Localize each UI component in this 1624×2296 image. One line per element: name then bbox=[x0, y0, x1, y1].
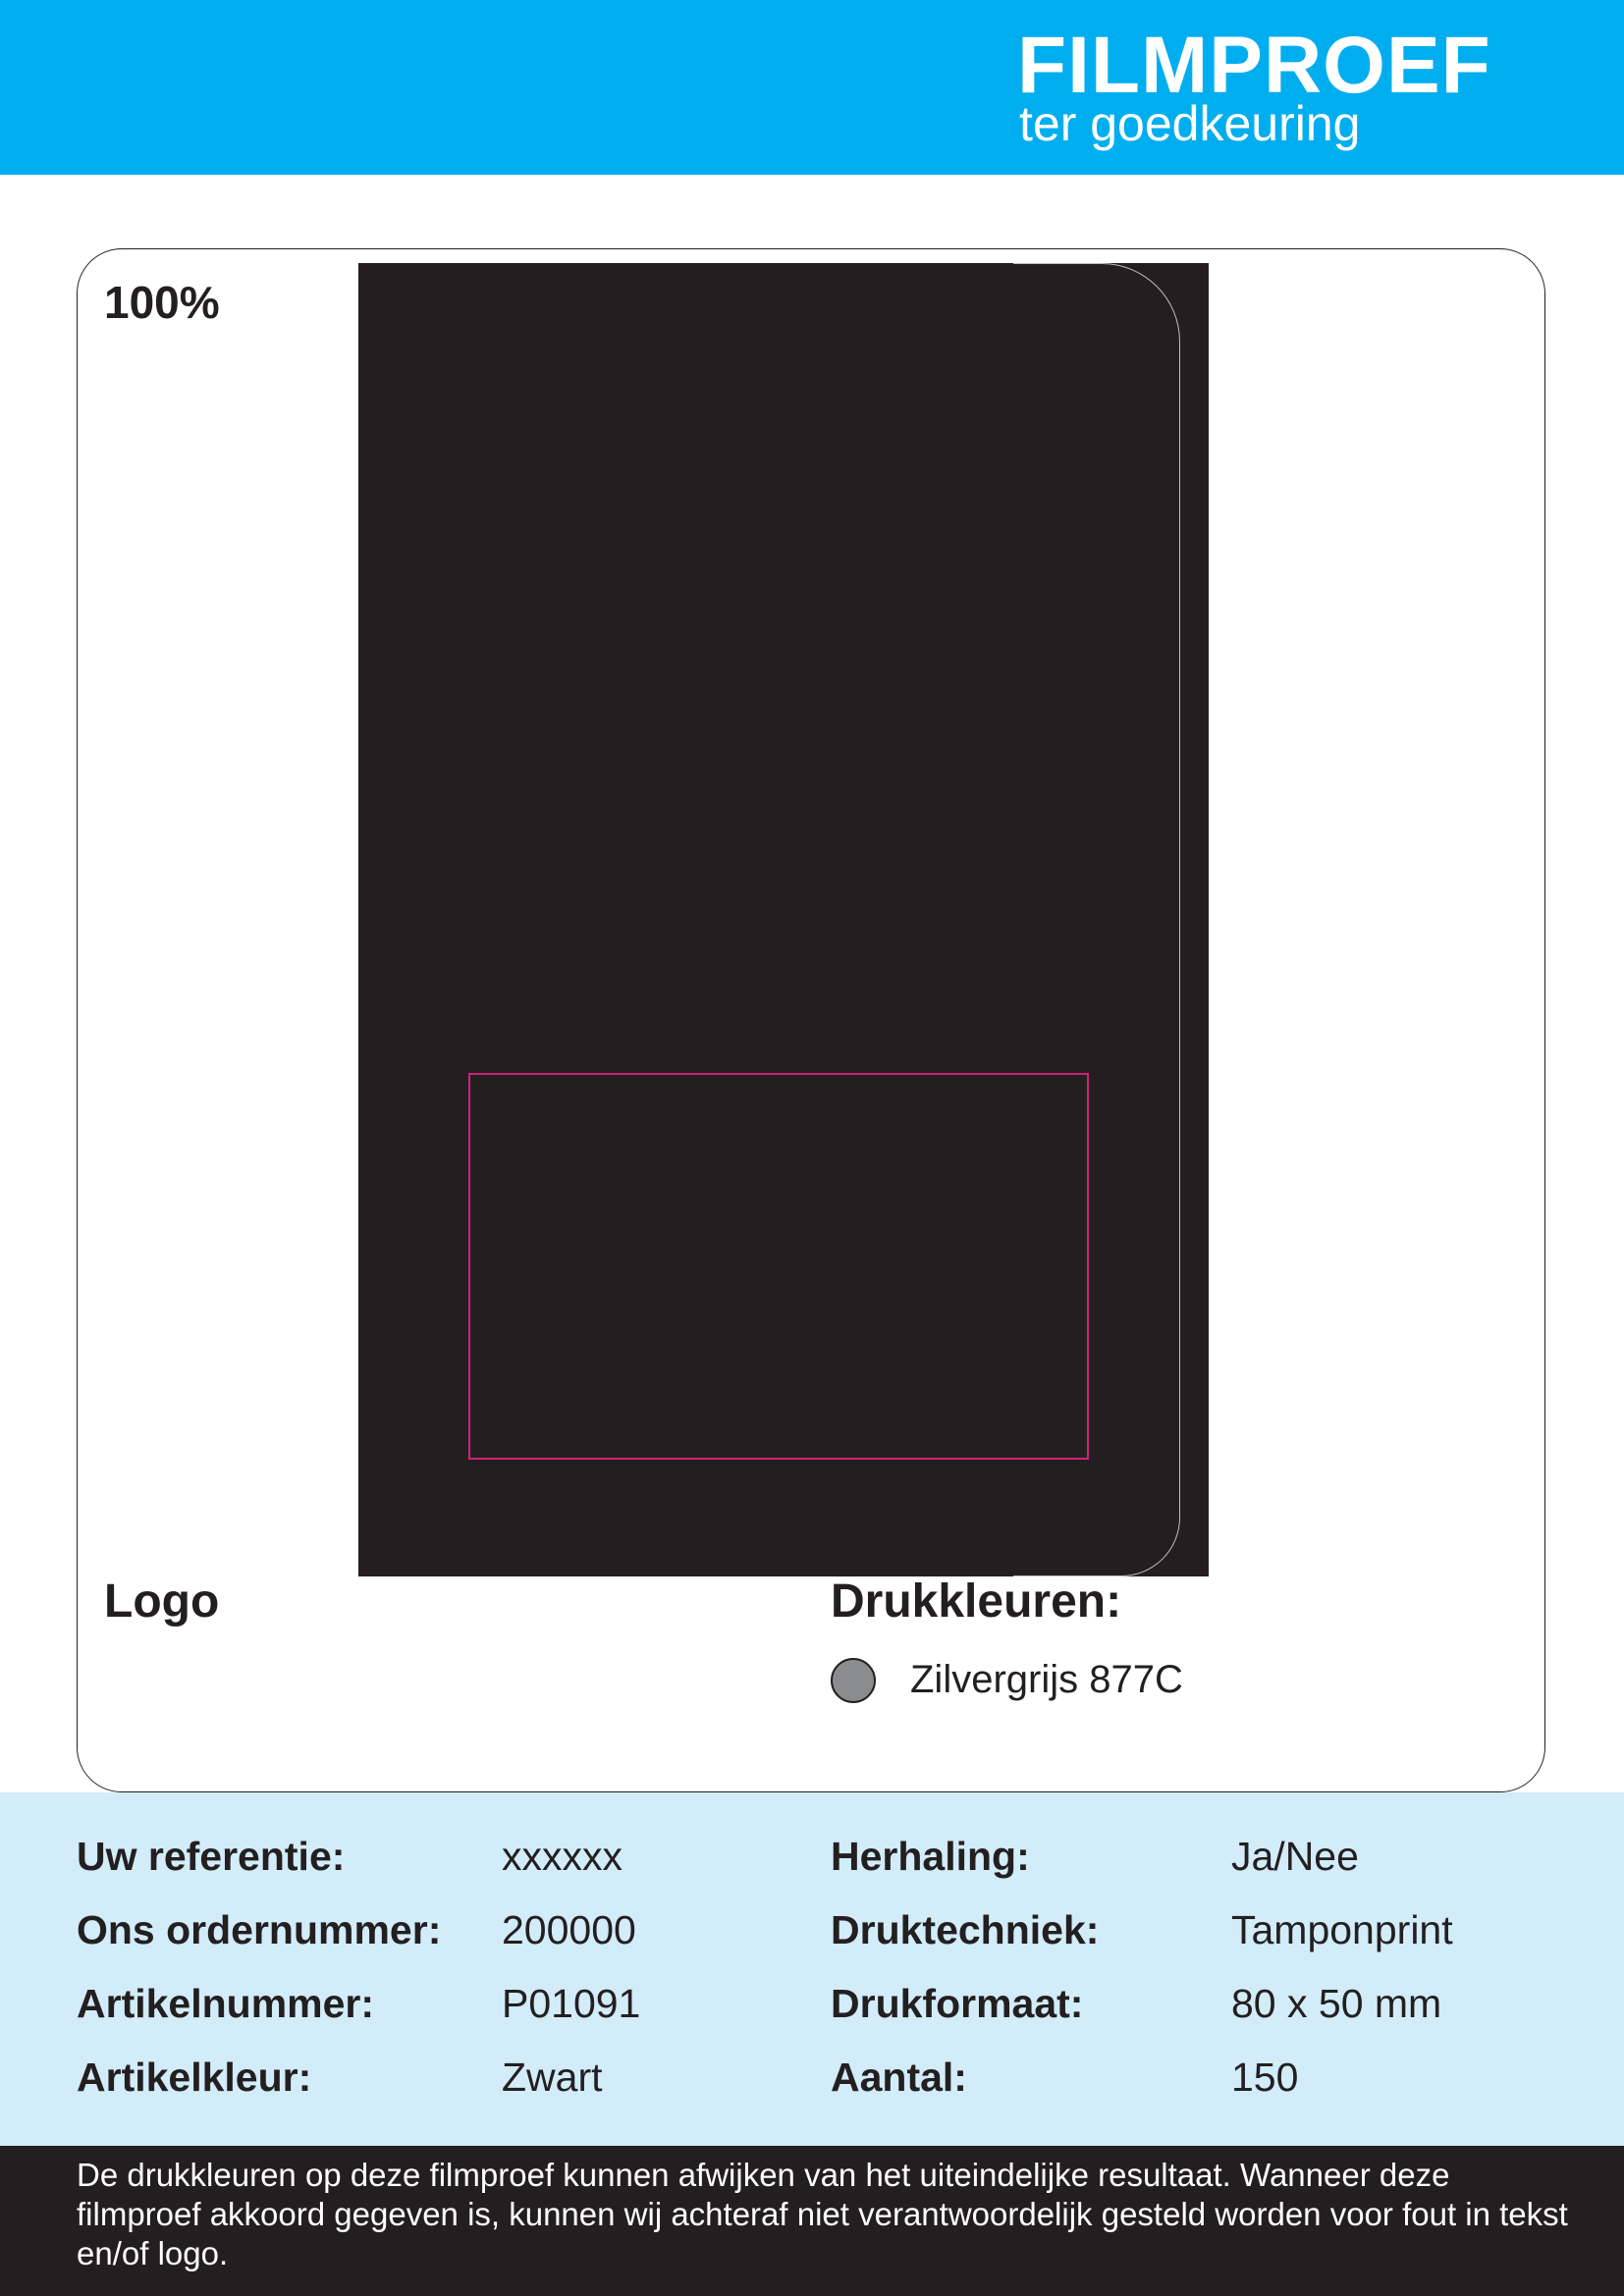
quantity-label: Aantal: bbox=[831, 2055, 967, 2100]
quantity-value: 150 bbox=[1231, 2055, 1299, 2100]
order-number-value: 200000 bbox=[502, 1907, 636, 1952]
print-colors-title: Drukkleuren: bbox=[831, 1575, 1122, 1628]
disclaimer-text: De drukkleuren op deze filmproef kunnen afwijken van het uiteindelijke resultaat. Wanneer deze filmproef akkoord gegeven is, kunnen wij achteraf niet verantwoordelijk gesteld worden voor fout in tekst en/of logo. bbox=[77, 2157, 1568, 2271]
color-name: Zilvergrijs 877C bbox=[910, 1658, 1183, 1701]
article-color-label: Artikelkleur: bbox=[77, 2055, 312, 2100]
logo-label: Logo bbox=[104, 1575, 220, 1628]
print-technique-value: Tamponprint bbox=[1231, 1907, 1453, 1952]
reference-value: xxxxxx bbox=[502, 1834, 623, 1879]
print-area-outline bbox=[468, 1073, 1089, 1460]
article-color-value: Zwart bbox=[502, 2055, 603, 2100]
scale-label: 100% bbox=[104, 277, 220, 328]
repeat-value: Ja/Nee bbox=[1231, 1834, 1359, 1879]
print-format-value: 80 x 50 mm bbox=[1231, 1981, 1442, 2026]
color-swatch bbox=[831, 1658, 876, 1703]
reference-label: Uw referentie: bbox=[77, 1834, 346, 1879]
brand-subtitle: ter goedkeuring bbox=[1019, 96, 1361, 151]
print-technique-label: Druktechniek: bbox=[831, 1907, 1100, 1952]
article-number-value: P01091 bbox=[502, 1981, 641, 2026]
article-number-label: Artikelnummer: bbox=[77, 1981, 375, 2026]
repeat-label: Herhaling: bbox=[831, 1834, 1030, 1879]
print-format-label: Drukformaat: bbox=[831, 1981, 1084, 2026]
order-number-label: Ons ordernummer: bbox=[77, 1907, 442, 1952]
brand-title: FILMPROEF bbox=[1017, 21, 1491, 110]
